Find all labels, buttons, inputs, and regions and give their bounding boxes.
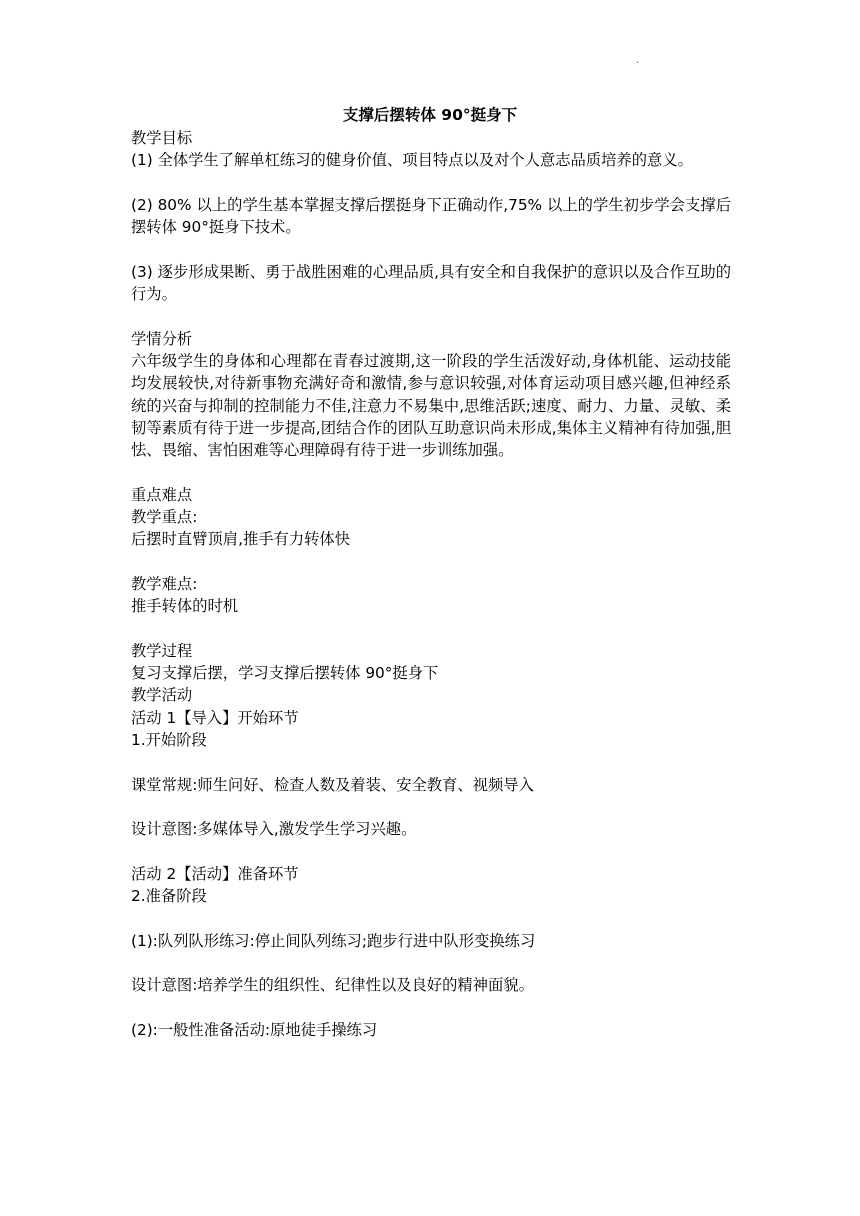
- blank-line: [131, 841, 731, 863]
- analysis-heading: 学情分析: [131, 329, 193, 348]
- blank-line: [131, 172, 731, 194]
- focus-text: 后摆时直臂顶肩,推手有力转体快: [131, 530, 351, 549]
- blank-line: [131, 618, 731, 640]
- blank-line: [131, 461, 731, 483]
- blank-line: [131, 907, 731, 929]
- objective-item-3: (3) 逐步形成果断、勇于战胜困难的心理品质,具有安全和自我保护的意识以及合作互助的行为。: [131, 262, 731, 304]
- header-dot: .: [636, 55, 640, 66]
- blank-line: [131, 305, 731, 327]
- keypoints-heading: 重点难点: [131, 485, 193, 504]
- activity-2-title: 活动 2【活动】准备环节: [131, 864, 299, 883]
- activity-2-item-1: (1):队列队形练习:停止间队列练习;跑步行进中队形变换练习: [131, 931, 536, 950]
- objective-item-1: (1) 全体学生了解单杠练习的健身价值、项目特点以及对个人意志品质培养的意义。: [131, 151, 693, 170]
- objective-item-2: (2) 80% 以上的学生基本掌握支撑后摆挺身下正确动作,75% 以上的学生初步学会支撑后摆转体 90°挺身下技术。: [131, 195, 731, 237]
- activity-1-stage: 1.开始阶段: [131, 731, 207, 750]
- activity-1-intent: 设计意图:多媒体导入,激发学生学习兴趣。: [131, 820, 417, 839]
- activity-1-title: 活动 1【导入】开始环节: [131, 708, 299, 727]
- focus-label: 教学重点:: [131, 508, 198, 527]
- blank-line: [131, 952, 731, 974]
- blank-line: [131, 751, 731, 773]
- analysis-text: 六年级学生的身体和心理都在青春过渡期,这一阶段的学生活泼好动,身体机能、运动技能均发展较快,对待新事物充满好奇和激情,参与意识较强,对体育运动项目感兴趣,但神经系统的兴奋与抑制的控制能力不佳,注意力不易集中,思维活跃;速度、耐力、力量、灵敏、柔韧等素质有待于进一步提高,团结合作的团队互助意识尚未形成,集体主义精神有待加强,胆怯、畏缩、害怕困难等心理障碍有待于进一步训练加强。: [131, 351, 731, 460]
- process-heading: 教学过程: [131, 641, 193, 660]
- activity-2-stage: 2.准备阶段: [131, 887, 207, 906]
- blank-line: [131, 997, 731, 1019]
- difficulty-label: 教学难点:: [131, 574, 198, 593]
- activity-2-intent: 设计意图:培养学生的组织性、纪律性以及良好的精神面貌。: [131, 976, 534, 995]
- document-body: [131, 127, 731, 1041]
- document-title: 支撑后摆转体 90°挺身下: [342, 106, 518, 124]
- blank-line: [131, 238, 731, 260]
- blank-line: [131, 551, 731, 573]
- difficulty-text: 推手转体的时机: [131, 597, 239, 616]
- blank-line: [131, 796, 731, 818]
- objectives-heading: 教学目标: [131, 129, 193, 147]
- activity-1-routine: 课堂常规:师生问好、检查人数及着装、安全教育、视频导入: [131, 775, 534, 794]
- activities-heading: 教学活动: [131, 686, 193, 705]
- activity-2-item-2: (2):一般性准备活动:原地徒手操练习: [131, 1020, 378, 1039]
- process-summary: 复习支撑后摆，学习支撑后摆转体 90°挺身下: [131, 664, 439, 683]
